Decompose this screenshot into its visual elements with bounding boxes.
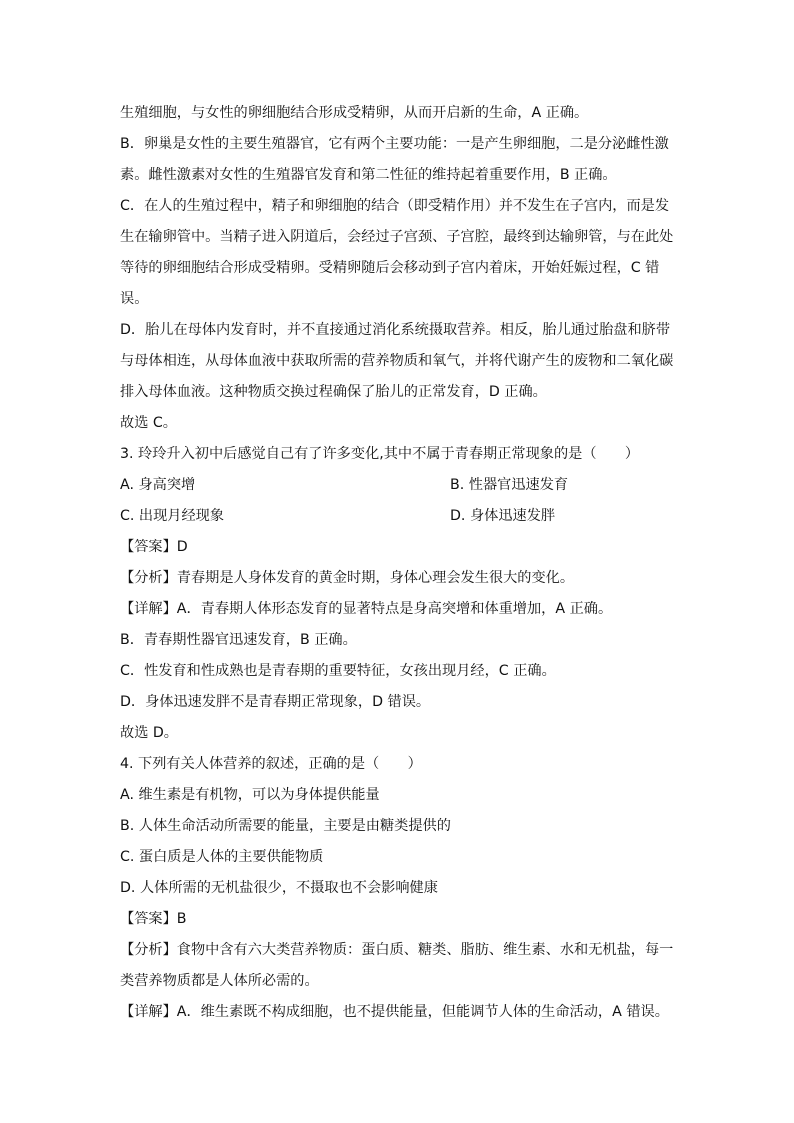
paragraph-option-b: B．卵巢是女性的主要生殖器官，它有两个主要功能：一是产生卵细胞，二是分泌雌性激素。雌性激素对女性的生殖器官发育和第二性征的维持起着重要作用，B 正确。 <box>120 136 669 183</box>
question-3-stem: 3. 玲玲升入初中后感觉自己有了许多变化,其中不属于青春期正常现象的是（ ） <box>120 446 640 462</box>
paragraph-option-d: D．胎儿在母体内发育时，并不直接通过消化系统摄取营养。相反，胎儿通过胎盘和脐带与母体相连，从母体血液中获取所需的营养物质和氧气，并将代谢产生的废物和二氧化碳排入母体血液。这种物质交换过程确保了胎儿的正常发育，D 正确。 <box>120 322 674 400</box>
document-body <box>120 98 675 1028</box>
question-3-options-row1 <box>120 470 675 501</box>
q4-detail-a <box>120 997 675 1028</box>
q3-answer-value: D <box>176 539 188 555</box>
q4-analysis-tag: 【分析】 <box>120 942 177 958</box>
q4-detail-a-text: A．维生素既不构成细胞，也不提供能量，但能调节人体的生命活动，A 错误。 <box>176 1004 669 1020</box>
q3-detail-d: D．身体迅速发胖不是青春期正常现象，D 错误。 <box>120 694 431 710</box>
q3-answer <box>120 532 675 563</box>
q3-detail-b: B．青春期性器官迅速发育，B 正确。 <box>120 632 357 648</box>
q3-option-d: D. 身体迅速发胖 <box>450 508 556 524</box>
q3-option-b: B. 性器官迅速发育 <box>450 477 569 493</box>
q3-analysis-text: 青春期是人身体发育的黄金时期，身体心理会发生很大的变化。 <box>176 570 575 586</box>
q4-analysis <box>120 935 675 997</box>
q3-detail-a-text: A．青春期人体形态发育的显著特点是身高突增和体重增加，A 正确。 <box>176 601 613 617</box>
q3-analysis-tag: 【分析】 <box>120 570 177 586</box>
q3-detail-tag: 【详解】 <box>120 601 177 617</box>
q4-answer-value: B <box>176 911 187 927</box>
q4-analysis-text: 食物中含有六大类营养物质：蛋白质、糖类、脂肪、维生素、水和无机盐，每一类营养物质都是人体所必需的。 <box>120 942 674 989</box>
q3-answer-tag: 【答案】 <box>120 539 177 555</box>
q4-option-b: B. 人体生命活动所需要的能量，主要是由糖类提供的 <box>120 818 451 834</box>
question-3-options-row2 <box>120 501 675 532</box>
q4-option-d: D. 人体所需的无机盐很少，不摄取也不会影响健康 <box>120 880 438 896</box>
q3-option-a: A. 身高突增 <box>120 477 196 493</box>
q4-option-c: C. 蛋白质是人体的主要供能物质 <box>120 849 324 865</box>
q4-answer-tag: 【答案】 <box>120 911 177 927</box>
q3-analysis <box>120 563 675 594</box>
question-4-stem: 4. 下列有关人体营养的叙述，正确的是（ ） <box>120 756 422 772</box>
q3-detail-a <box>120 594 675 625</box>
q4-detail-tag: 【详解】 <box>120 1004 177 1020</box>
q3-option-c: C. 出现月经现象 <box>120 508 225 524</box>
q3-detail-c: C．性发育和性成熟也是青春期的重要特征，女孩出现月经，C 正确。 <box>120 663 556 679</box>
paragraph-option-c: C．在人的生殖过程中，精子和卵细胞的结合（即受精作用）并不发生在子宫内，而是发生在输卵管中。当精子进入阴道后，会经过子宫颈、子宫腔，最终到达输卵管，与在此处等待的卵细胞结合形成受精卵。受精卵随后会移动到子宫内着床，开始妊娠过程，C 错误。 <box>120 198 674 307</box>
paragraph-continued: 生殖细胞，与女性的卵细胞结合形成受精卵，从而开启新的生命，A 正确。 <box>120 105 589 121</box>
q3-conclusion: 故选 D。 <box>120 725 178 741</box>
q4-option-a: A. 维生素是有机物，可以为身体提供能量 <box>120 787 380 803</box>
conclusion-q2: 故选 C。 <box>120 415 177 431</box>
q4-answer <box>120 904 675 935</box>
